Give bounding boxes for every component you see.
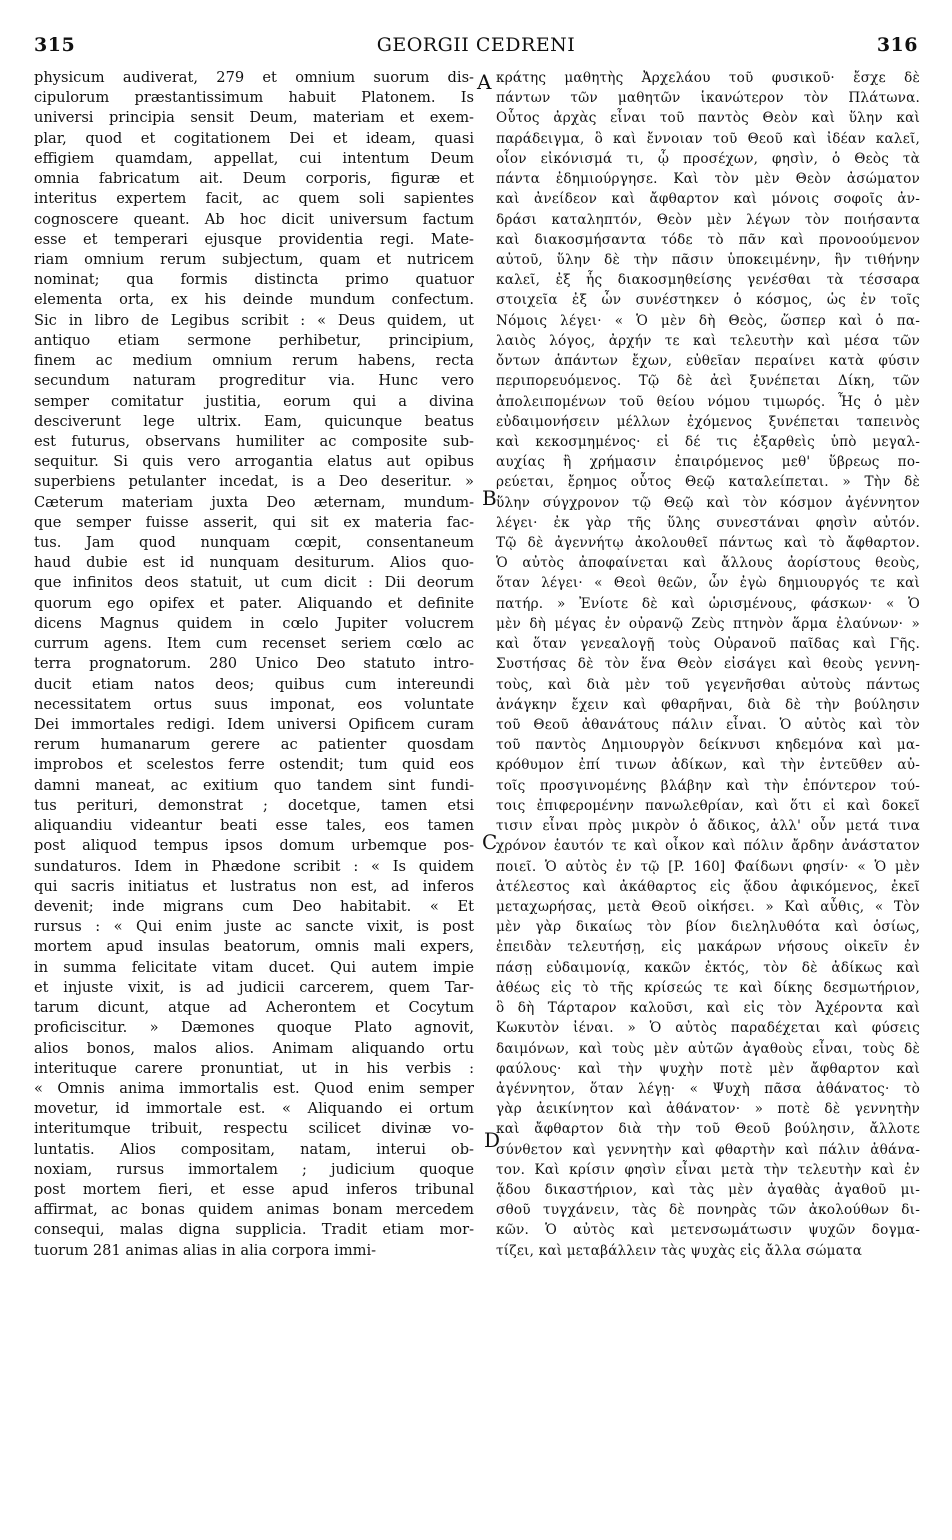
latin-text-line: proficiscitur. » Dæmones quoque Plato agnovit, [34,1019,474,1037]
latin-text-line: haud dubie est id nunquam desiturum. Alios quo- [34,554,474,572]
latin-text-line: devenit; inde migrans cum Deo habitabit. « Et [34,897,474,915]
greek-text-line: ποιεῖ. Ὁ αὐτὸς ἐν τῷ [P. 160] Φαίδωνι φησίν· « Ὁ μὲν [496,858,920,875]
greek-text-line: καὶ ἀνείδεον καὶ ἄφθαρτον καὶ μόνοις σοφοῖς ἀν- [496,191,920,208]
greek-column [496,68,920,1261]
latin-text-line: superbiens petulanter incedat, is a Deo deseritur. » [34,473,474,491]
latin-text-line: tus. Jam quod nunquam cœpit, consentaneum [34,534,474,552]
latin-text-line: sequitur. Si quis vero arrogantia elatus aut opibus [34,453,474,471]
greek-text-line: ὃ δὴ Τάρταρον καλοῦσι, καὶ εἰς τὸν Ἀχέροντα καὶ [496,1000,920,1017]
greek-text-line: Οὗτος ἀρχὰς εἶναι τοῦ παντὸς Θεὸν καὶ ὕλην καὶ [496,110,920,127]
latin-text-line: cipulorum præstantissimum habuit Platonem. Is [34,89,474,107]
greek-text-line: μεταχωρήσας, μετὰ Θεοῦ οἰκήσει. » Καὶ αὖθις, « Τὸν [496,898,920,915]
latin-text-line: Cæterum materiam juxta Deo æternam, mundum- [34,493,474,511]
greek-text-line: πάντα ἐδημιούργησε. Καὶ τὸν μὲν Θεὸν ἀσώματον [496,171,920,188]
latin-text-line: necessitatem ortus suus imponat, eos voluntate [34,695,474,713]
greek-text-line: Τῷ δὲ ἀγεννήτῳ ἀκολουθεῖ πάντως καὶ τὸ ἄφθαρτον. [496,535,920,552]
greek-text-line: σύνθετον καὶ γεννητὴν καὶ φθαρτὴν καὶ πάλιν ἀθάνα- [496,1141,920,1158]
latin-text-line: currum agens. Item cum recenset seriem cœlo ac [34,635,474,653]
latin-text-line: interitumque tribuit, respectu scilicet divinæ vo- [34,1120,474,1138]
latin-text-line: riam omnium rerum subjectum, quam et nutricem [34,250,474,268]
greek-text-line: γὰρ ἀεικίνητον καὶ ἀθάνατον· » ποτὲ δὲ γεννητὴν [496,1101,920,1118]
latin-column [34,68,474,1261]
greek-text-line: μὲν δὴ μέγας ἐν οὐρανῷ Ζεὺς πτηνὸν ἅρμα ἐλαύνων· » [496,615,920,632]
greek-text-line: ὄντων ἁπάντων ἔχων, εὐθεῖαν περαίνει κατὰ φύσιν [496,353,920,370]
greek-text-line: περιπορευόμενος. Τῷ δὲ ἀεὶ ξυνέπεται Δίκη, τῶν [496,373,920,390]
greek-text-line: τοῦ παντὸς Δημιουργὸν δείκνυσι κηδεμόνα καὶ μα- [496,737,920,754]
latin-text-line: mortem apud insulas beatorum, omnis mali expers, [34,938,474,956]
greek-text-line: κῶν. Ὁ αὐτὸς καὶ μετενσωμάτωσιν ψυχῶν δογμα- [496,1222,920,1239]
latin-text-line: elementa orta, ex his deinde mundum confectum. [34,291,474,309]
latin-text-line: aliquandiu videantur beati esse tales, eos tamen [34,817,474,835]
latin-text-line: in summa felicitate vitam ducet. Qui autem impie [34,958,474,976]
greek-text-line: ἀτέλεστος καὶ ἀκάθαρτος εἰς ᾅδου ἀφικόμενος, ἐκεῖ [496,878,920,895]
latin-text-line: universi principia sensit Deum, materiam et exem- [34,109,474,127]
greek-text-line: ρεύεται, ἔρημος οὗτος Θεῷ καταλείπεται. » Τὴν δὲ [496,474,920,491]
greek-text-line: ὕλην σύγχρονον τῷ Θεῷ καὶ τὸν κόσμον ἀγέννητον [496,494,920,511]
latin-text-line: « Omnis anima immortalis est. Quod enim semper [34,1079,474,1097]
greek-text-line: λέγει· ἐκ γὰρ τῆς ὕλης συνεστάναι φησὶν αὐτόν. [496,514,920,531]
latin-text-line: ducit etiam natos deos; quibus cum intereundi [34,675,474,693]
page-header [34,34,918,58]
greek-text-line: ὅταν λέγει· « Θεοὶ θεῶν, ὧν ἐγὼ δημιουργός τε καὶ [496,575,920,592]
greek-text-line: ᾅδου δικαστήριον, καὶ τὰς μὲν ἀγαθὰς ἀγαθοῦ μι- [496,1182,920,1199]
latin-text-line: tarum dicunt, atque ad Acherontem et Cocytum [34,999,474,1017]
margin-marker-d: D [484,1128,501,1152]
latin-text-line: tuorum 281 animas alias in alia corpora immi- [34,1241,377,1259]
latin-text-line: luntatis. Alios compositam, natam, interui ob- [34,1140,474,1158]
latin-text-line: Dei immortales redigi. Idem universi Opificem curam [34,716,474,733]
latin-text-line: plar, quod et cogitationem Dei et ideam, quasi [34,129,474,147]
latin-text-line: terra prognatorum. 280 Unico Deo statuto intro- [34,655,474,673]
greek-text-line: παράδειγμα, ὃ καὶ ἔννοιαν τοῦ Θεοῦ καὶ ἰδέαν καλεῖ, [496,130,920,147]
greek-text-line: καὶ κεκοσμημένος· εἰ δέ τις ἐξαρθεὶς ὑπὸ μεγαλ- [496,433,920,450]
latin-text-line: physicum audiverat, 279 et omnium suorum dis- [34,69,474,86]
running-title: GEORGII CEDRENI [376,34,576,56]
latin-text-line: Sic in libro de Legibus scribit : « Deus quidem, ut [34,311,474,329]
latin-text-line: dicens Magnus quidem in cœlo Jupiter volucrem [34,614,474,632]
greek-text-line: δράσι καταληπτόν, Θεὸν μὲν λέγων τὸν ποιήσαντα [496,211,920,228]
latin-text-line: quorum ego opifex et pater. Aliquando et definite [34,594,474,612]
latin-text-line: effigiem quamdam, appellat, cui intentum Deum [34,149,474,167]
greek-text-line: εὐδαιμονήσειν μέλλων ἐχόμενος ξυνέπεται ταπεινὸς [496,413,920,430]
greek-text-line: ἀπολειπομένων τοῦ θείου νόμου τιμωρός. Ἧς ὁ μὲν [496,393,920,410]
latin-text-line: esse et temperari ejusque providentia regi. Mate- [34,230,474,248]
greek-text-line: στοιχεῖα ἐξ ὧν συνέστηκεν ὁ κόσμος, ὡς ἐν τοῖς [496,292,920,309]
greek-text-line: ἀθέως εἰς τὸ τῆς κρίσεώς τε καὶ δίκης δεσμωτήριον, [496,979,920,996]
greek-text-line: καὶ ἄφθαρτον διὰ τὴν τοῦ Θεοῦ βούλησιν, ἄλλοτε [496,1121,920,1138]
latin-text-line: noxiam, rursus immortalem ; judicium quoque [34,1160,474,1178]
greek-text-line: Ὁ αὐτὸς ἀποφαίνεται καὶ ἄλλους ἀορίστους θεοὺς, [496,555,920,572]
latin-text-line: post mortem fieri, et esse apud inferos tribunal [34,1181,474,1199]
margin-marker-c: C [482,830,498,854]
greek-text-line: τοῖς προσγινομένης βλάβην καὶ τὴν ἐπόντερον τού- [496,777,920,794]
greek-text-line: ἀνάγκην ἔχειν καὶ φθαρῆναι, διὰ δὲ τὴν βούλησιν [496,696,920,713]
greek-text-line: οἷον εἰκόνισμά τι, ᾧ προσέχων, φησὶν, ὁ Θεὸς τὰ [496,150,920,167]
latin-text-line: tus perituri, demonstrat ; docetque, tamen etsi [34,796,474,814]
greek-text-line: Συστήσας δὲ τὸν ἕνα Θεὸν εἰσάγει καὶ θεοὺς γεννη- [496,656,920,673]
latin-text-line: movetur, id immortale est. « Aliquando ei ortum [34,1100,474,1118]
greek-text-line: τίζει, καὶ μεταβάλλειν τὰς ψυχὰς εἰς ἄλλα σώματα [496,1242,863,1259]
latin-text-line: qui sacris initiatus et lustratus non est, ad inferos [34,877,474,895]
page-number-right: 316 [876,34,918,56]
greek-text-line: κρόθυμον ἐπί τινων ἀδίκων, καὶ τὴν ἐντεῦθεν αὐ- [496,757,920,774]
page-number-left: 315 [34,34,76,56]
greek-text-line: Νόμοις λέγει· « Ὁ μὲν δὴ Θεὸς, ὥσπερ καὶ ὁ πα- [496,312,920,329]
greek-text-line: τισιν εἶναι πρὸς μικρὸν ὁ ἄδικος, ἀλλ' οὖν μετά τινα [496,818,920,835]
latin-text-line: que semper fuisse asserit, qui sit ex materia fac- [34,513,474,531]
latin-text-line: sundaturos. Idem in Phædone scribit : « Is quidem [34,857,474,875]
greek-text-line: καλεῖ, ἐξ ἧς διακοσμηθείσης γενέσθαι τὰ τέσσαρα [496,272,920,289]
greek-text-line: τοῦ Θεοῦ ἀθανάτους πάλιν εἶναι. Ὁ αὐτὸς καὶ τὸν [496,717,920,733]
greek-text-line: πάντων τῶν μαθητῶν ἱκανώτερον τὸν Πλάτωνα. [496,90,920,107]
greek-text-line: τοις ἐπιφερομένην πανωλεθρίαν, καὶ ὅτι εἰ καὶ δοκεῖ [496,797,920,814]
latin-text-line: est futurus, observans humiliter ac composite sub- [34,432,474,450]
greek-text-line: αὐτοῦ, ὕλην δὲ τὴν πᾶσιν ὑποκειμένην, ἣν τιθήνην [496,251,920,268]
greek-text-line: πατήρ. » Ἐνίοτε δὲ καὶ ὡρισμένους, φάσκων· « Ὁ [496,595,920,612]
latin-text-line: interituque carere pronuntiat, ut in his verbis : [34,1059,474,1077]
greek-text-line: τον. Καὶ κρίσιν φησὶν εἶναι μετὰ τὴν τελευτὴν καὶ ἐν [496,1161,920,1178]
latin-text-line: improbos et scelestos ferre ostendit; tum quid eos [34,756,474,774]
latin-text-line: semper comitatur justitia, eorum qui a divina [34,392,474,410]
greek-text-line: καὶ διακοσμήσαντα τόδε τὸ πᾶν καὶ προνοούμενον [496,231,920,248]
greek-text-line: ἐπειδὰν τελευτήσῃ, εἰς μακάρων νήσους οἰκεῖν ἐν [496,939,920,956]
greek-text-line: κράτης μαθητὴς Ἀρχελάου τοῦ φυσικοῦ· ἔσχε δὲ [496,70,920,86]
greek-text-line: φαύλους· καὶ τὴν ψυχὴν ποτὲ μὲν ἄφθαρτον καὶ [496,1060,920,1077]
latin-text-line: omnia fabricatum ait. Deum corporis, figuræ et [34,170,474,188]
greek-text-line: χρόνον ἑαυτόν τε καὶ οἶκον καὶ πόλιν ἄρδην ἀνάστατον [496,838,920,855]
margin-marker-a: A [477,70,492,94]
greek-text-line: τοὺς, καὶ διὰ μὲν τοῦ γεγενῆσθαι αὐτοὺς πάντως [496,676,920,693]
greek-text-line: μὲν γὰρ δικαίως τὸν βίον διεληλυθότα καὶ ὁσίως, [496,919,920,936]
latin-text-line: nominat; qua formis distincta primo quatuor [34,271,474,289]
greek-text-line: λαιὸς λόγος, ἀρχήν τε καὶ τελευτὴν καὶ μέσα τῶν [496,332,920,349]
greek-text-line: δαιμόνων, καὶ τοὺς μὲν αὐτῶν ἀγαθοὺς εἶναι, τοὺς δὲ [496,1040,920,1057]
latin-text-line: et injuste vixit, is ad judicii carcerem, quem Tar- [34,978,474,996]
latin-text-line: damni maneat, ac exitium quo tandem sint fundi- [34,776,474,794]
latin-text-line: antiquo etiam sermone perhibetur, principium, [34,331,474,349]
latin-text-line: rerum humanarum gerere ac patienter quosdam [34,736,474,754]
latin-text-line: que infinitos deos statuit, ut cum dicit : Dii deorum [34,574,474,592]
latin-text-line: desciverunt lege ultrix. Eam, quicunque beatus [34,412,474,430]
latin-text-line: cognoscere queant. Ab hoc dicit universum factum [34,210,474,228]
greek-text-line: αυχίας ἢ χρήμασιν ἐπαιρόμενος μεθ' ὕβρεως πο- [496,454,920,471]
greek-text-line: πάσῃ εὐδαιμονίᾳ, κακῶν ἐκτός, τὸν δὲ ἀδίκως καὶ [496,959,920,976]
greek-text-line: Κωκυτὸν ἰέναι. » Ὁ αὐτὸς παραδέχεται καὶ φύσεις [496,1020,920,1037]
latin-text-line: affirmat, ac bonas quidem animas bonam mercedem [34,1201,474,1219]
latin-text-line: rursus : « Qui enim juste ac sancte vixit, is post [34,918,474,936]
latin-text-line: post aliquod tempus ipsos domum urbemque pos- [34,837,474,855]
latin-text-line: secundum naturam progreditur via. Hunc vero [34,372,474,390]
greek-text-line: ἀγέννητον, ὅταν λέγῃ· « Ψυχὴ πᾶσα ἀθάνατος· τὸ [496,1080,920,1097]
latin-text-line: interitus expertem facit, ac quem soli sapientes [34,190,474,208]
latin-text-line: finem ac medium omnium rerum habens, recta [34,352,474,370]
latin-text-line: consequi, malas digna supplicia. Tradit etiam mor- [34,1221,474,1239]
latin-text-line: alios bonos, malos alios. Animam aliquando ortu [34,1039,474,1057]
margin-marker-b: B [482,486,497,510]
greek-text-line: καὶ ὅταν γενεαλογῇ τοὺς Οὐρανοῦ παῖδας καὶ Γῆς. [496,636,920,653]
greek-text-line: σθοῦ τυγχάνειν, τὰς δὲ πονηρὰς τῶν ἀκολούθων δι- [496,1202,920,1219]
